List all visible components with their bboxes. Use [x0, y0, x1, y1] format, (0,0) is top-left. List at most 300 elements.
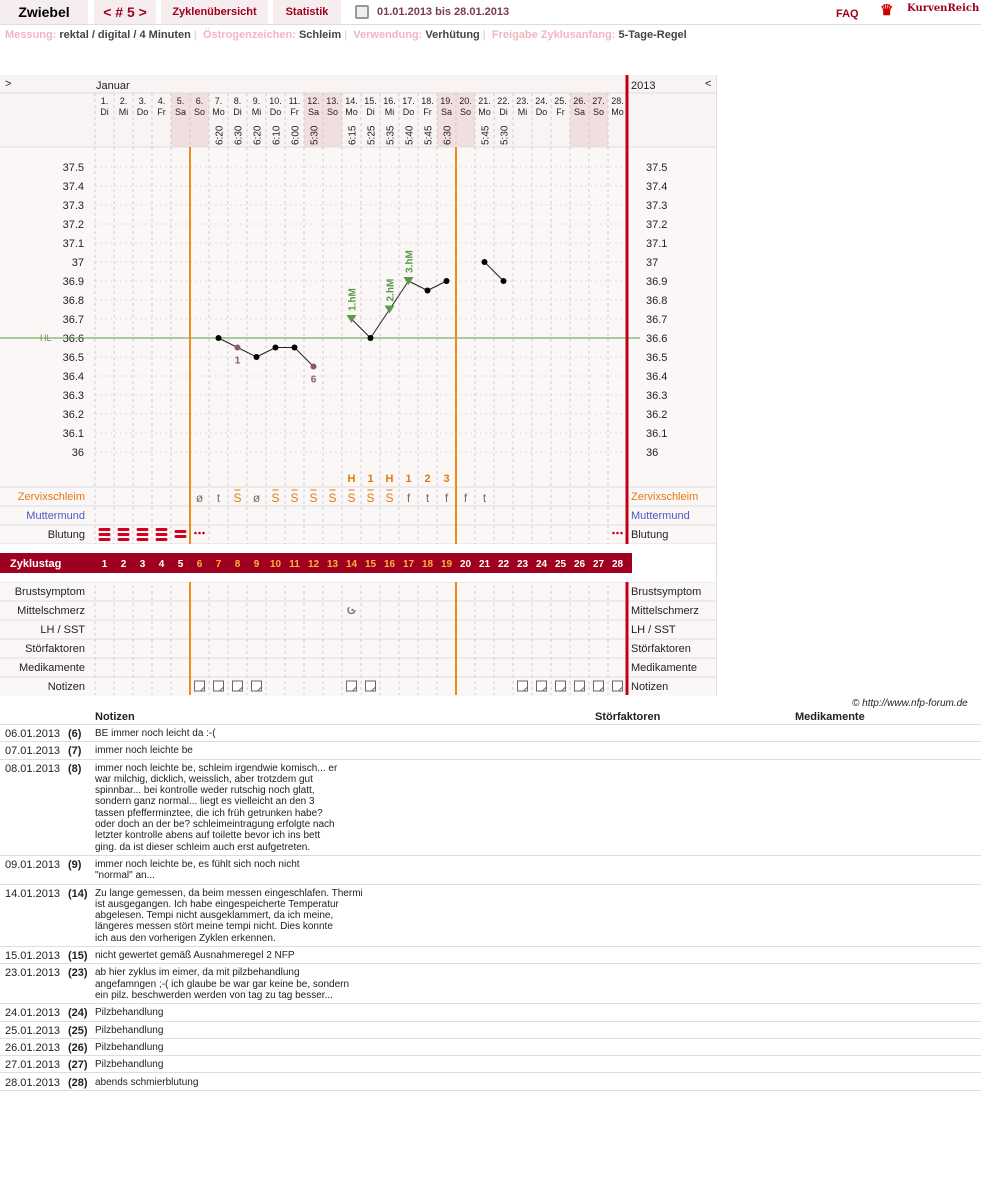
note-line: Zu lange gemessen, da beim messen eingeschlafen. Thermi — [95, 887, 363, 899]
notes-row — [0, 725, 981, 742]
mucus-symbol: f — [444, 491, 449, 505]
mucus-count: 1 — [367, 473, 374, 485]
cycle-day-number: 22 — [497, 559, 510, 570]
cycle-day-number: 15 — [364, 559, 377, 570]
notes-row — [0, 856, 981, 885]
row-label-right: Medikamente — [631, 662, 698, 674]
excluded-label: 1 — [234, 355, 241, 367]
note-cycle-day: (26) — [68, 1041, 88, 1054]
row-label: Notizen — [47, 681, 85, 693]
mucus-symbol: ø — [252, 491, 261, 505]
note-line: immer noch leichte be, es fühlt sich noch nicht — [95, 859, 300, 870]
high-mark-label: 1.hM — [347, 288, 359, 311]
row-label: Blutung — [47, 529, 85, 541]
weekday-label: So — [459, 107, 472, 117]
cycle-day-number: 17 — [402, 559, 415, 570]
note-cycle-day: (24) — [68, 1007, 88, 1020]
temp-point — [254, 354, 260, 360]
note-date: 15.01.2013 — [5, 950, 61, 963]
measure-time: 5:45 — [480, 125, 492, 145]
measure-time: 5:45 — [423, 125, 435, 145]
note-line: letzter kontrolle abens auf toilette bevor ich ins bett — [95, 830, 321, 842]
row-label-right: LH / SST — [631, 624, 676, 636]
temp-point — [216, 335, 222, 341]
note-icon[interactable] — [613, 681, 623, 691]
row-label-right: Blutung — [631, 529, 669, 541]
day-number: 27. — [592, 96, 605, 106]
crown-icon: ♛ — [880, 2, 894, 19]
measure-time: 6:30 — [233, 125, 245, 145]
copyright: © http://www.nfp-forum.de — [852, 698, 968, 709]
note-cycle-day: (14) — [68, 887, 88, 900]
temp-point — [273, 345, 279, 351]
note-icon[interactable] — [252, 681, 262, 691]
cycle-day-number: 2 — [120, 559, 127, 570]
pain-icon-dot — [351, 609, 353, 611]
row-label-right: Störfaktoren — [631, 643, 691, 655]
note-cycle-day: (25) — [68, 1024, 88, 1037]
note-date: 25.01.2013 — [5, 1024, 61, 1037]
cycle-chart — [0, 75, 720, 697]
row-label: Störfaktoren — [25, 643, 85, 655]
cycle-day-number: 21 — [478, 559, 491, 570]
measure-time: 6:00 — [290, 125, 302, 145]
measure-time: 6:20 — [214, 125, 226, 145]
note-date: 06.01.2013 — [5, 728, 61, 740]
cycle-day-number: 10 — [269, 559, 282, 570]
year-label: 2013 — [631, 80, 656, 92]
bleeding-heavy-icon — [156, 538, 168, 541]
info-value: 5-Tage-Regel — [618, 29, 687, 41]
coverline-label: HL — [40, 333, 52, 343]
note-line: BE immer noch leicht da :-( — [95, 728, 216, 739]
note-line: ein pilz. beschwerden werden von tag zu tag besser... — [95, 989, 333, 1001]
y-tick-label: 37.5 — [62, 162, 84, 174]
cycle-day-number: 19 — [440, 559, 453, 570]
y-tick-label: 37 — [71, 257, 84, 269]
note-text — [95, 1059, 387, 1070]
note-icon[interactable] — [347, 681, 357, 691]
bleeding-heavy-icon — [118, 528, 130, 531]
date-range: 01.01.2013 bis 28.01.2013 — [377, 6, 510, 18]
y-tick-label: 36.3 — [62, 390, 84, 402]
y-tick-label: 37.2 — [62, 219, 84, 231]
weekday-label: Do — [402, 107, 415, 117]
weekday-label: Mo — [478, 107, 491, 117]
temp-point — [425, 288, 431, 294]
note-line: Pilzbehandlung — [95, 1059, 164, 1071]
y-tick-label: 36 — [71, 447, 84, 459]
weekday-label: Mi — [251, 107, 262, 117]
day-number: 4. — [157, 96, 166, 106]
note-cycle-day: (27) — [68, 1059, 88, 1072]
bleeding-heavy-icon — [118, 533, 130, 536]
note-text — [95, 763, 387, 853]
note-line: tassen pfefferminztee, die ich früh getrunken habe? — [95, 807, 323, 819]
day-number: 11. — [288, 96, 301, 106]
bleeding-heavy-icon — [156, 528, 168, 531]
note-cycle-day: (28) — [68, 1076, 88, 1089]
note-line: "normal" an... — [95, 870, 155, 882]
day-number: 12. — [307, 96, 320, 106]
bleeding-heavy-icon — [156, 533, 168, 536]
bleeding-medium-icon — [175, 535, 187, 538]
info-value: Schleim — [298, 29, 342, 41]
note-line: nicht gewertet gemäß Ausnahmeregel 2 NFP — [95, 950, 295, 962]
notes-row — [0, 1074, 981, 1091]
temp-point — [444, 278, 450, 284]
info-value: rektal / digital / 4 Minuten — [59, 29, 191, 41]
temp-point — [292, 345, 298, 351]
note-icon[interactable] — [556, 681, 566, 691]
note-date: 09.01.2013 — [5, 859, 61, 871]
weekday-label: Do — [136, 107, 149, 117]
note-line: immer noch leichte be — [95, 745, 193, 757]
tab-statistics[interactable]: Statistik — [273, 0, 341, 24]
measure-time: 5:30 — [499, 125, 511, 145]
day-number: 23. — [516, 96, 529, 106]
note-line: war milchig, dicklich, weisslich, aber trotzdem gut — [95, 773, 313, 785]
notes-row — [0, 1022, 981, 1039]
bleeding-heavy-icon — [99, 538, 111, 541]
weekday-label: Mi — [517, 107, 528, 117]
spotting-icon — [620, 532, 623, 535]
weekday-label: Mi — [384, 107, 395, 117]
note-line: oder doch an der be? schleimeintragung erfolgte nach — [95, 819, 335, 831]
note-date: 14.01.2013 — [5, 887, 61, 900]
note-line: abgelesen. Tempi nicht ausgeklammert, da ich meine, — [95, 910, 334, 922]
mucus-symbol: t — [216, 491, 221, 505]
notes-header: Medikamente — [795, 711, 865, 723]
note-text — [95, 745, 387, 756]
notes-row — [0, 760, 981, 856]
weekday-label: Mo — [611, 107, 624, 117]
note-line: Pilzbehandlung — [95, 1041, 164, 1053]
weekday-label: Sa — [307, 107, 320, 117]
printer-icon[interactable] — [355, 5, 369, 19]
note-text — [95, 888, 387, 944]
spotting-icon — [202, 532, 205, 535]
nav-prev-button: > — [5, 78, 12, 90]
mucus-count: H — [385, 473, 394, 485]
note-line: ab hier zyklus im eimer, da mit pilzbehandlung — [95, 967, 300, 979]
day-number: 16. — [383, 96, 396, 106]
cycle-day-number: 24 — [535, 559, 548, 570]
row-label-right: Zervixschleim — [631, 491, 699, 503]
note-text — [95, 728, 387, 739]
note-line: abends schmierblutung — [95, 1076, 199, 1088]
measure-time: 6:10 — [271, 125, 283, 145]
note-icon[interactable] — [594, 681, 604, 691]
mucus-count: 3 — [443, 473, 450, 485]
mucus-symbol: S — [385, 491, 394, 505]
y-tick-label: 37.1 — [62, 238, 84, 250]
y-tick-label-right: 37.1 — [646, 238, 668, 250]
logo-text[interactable]: KurvenReich — [907, 3, 980, 14]
y-tick-label: 36.4 — [62, 371, 84, 383]
mucus-symbol: S — [233, 491, 242, 505]
cycle-day-number: 11 — [289, 559, 300, 570]
y-tick-label-right: 37 — [646, 257, 659, 269]
day-number: 6. — [195, 96, 204, 106]
y-tick-label-right: 36.8 — [646, 295, 668, 307]
mucus-symbol: S — [290, 491, 299, 505]
note-line: Pilzbehandlung — [95, 1007, 164, 1019]
measure-time: 6:15 — [347, 125, 359, 145]
weekday-label: Fr — [290, 107, 299, 117]
note-date: 07.01.2013 — [5, 745, 61, 758]
cycle-day-number: 28 — [611, 559, 624, 570]
row-bg — [0, 601, 716, 620]
y-tick-label-right: 37.4 — [646, 181, 668, 193]
bleeding-heavy-icon — [99, 528, 111, 531]
note-line: spinnbar... bei kontrolle weder rutschig noch glatt, — [95, 785, 315, 797]
bleeding-heavy-icon — [137, 533, 149, 536]
cycle-day-number: 8 — [234, 559, 241, 570]
mucus-count: H — [347, 473, 356, 485]
row-label: Medikamente — [18, 662, 85, 674]
note-date: 26.01.2013 — [5, 1041, 61, 1054]
row-bg — [0, 658, 716, 677]
spotting-icon — [612, 532, 615, 535]
note-line: angefamngen ;-( ich glaube be war gar keine be, sondern — [95, 978, 350, 990]
measure-time: 5:35 — [385, 125, 397, 145]
note-icon[interactable] — [195, 681, 205, 691]
day-number: 5. — [176, 96, 185, 106]
weekday-label: Fr — [556, 107, 565, 117]
weekday-label: So — [326, 107, 339, 117]
weekday-label: Di — [499, 107, 508, 117]
cycle-day-number: 18 — [421, 559, 434, 570]
note-date: 28.01.2013 — [5, 1076, 61, 1089]
y-tick-label-right: 36.1 — [646, 428, 668, 440]
y-tick-label-right: 36.6 — [646, 333, 668, 345]
notes-row — [0, 1039, 981, 1056]
row-label: Muttermund — [26, 510, 85, 522]
note-icon[interactable] — [575, 681, 585, 691]
mucus-symbol: S — [366, 491, 375, 505]
y-tick-label: 36.6 — [62, 333, 84, 345]
plot-area — [0, 147, 716, 487]
mucus-symbol: S — [328, 491, 337, 505]
measurement-info: Messung: rektal / digital / 4 Minuten | Östrogenzeichen: Schleim | Verwendung: Verhütung | Freigabe Zyklusanfang: 5-Tage-Regel — [5, 29, 687, 41]
weekday-label: So — [592, 107, 605, 117]
mucus-count: 2 — [424, 473, 431, 485]
y-tick-label-right: 36.5 — [646, 352, 668, 364]
excluded-temp-point — [235, 345, 241, 351]
day-number: 22. — [497, 96, 510, 106]
y-tick-label-right: 36.9 — [646, 276, 668, 288]
day-number: 17. — [402, 96, 415, 106]
row-bg — [0, 639, 716, 658]
note-cycle-day: (9) — [68, 859, 82, 871]
weekday-label: Sa — [440, 107, 453, 117]
weekday-label: Di — [100, 107, 109, 117]
notes-row — [0, 885, 981, 948]
note-icon[interactable] — [366, 681, 376, 691]
note-icon[interactable] — [233, 681, 243, 691]
note-cycle-day: (23) — [68, 967, 88, 980]
note-icon[interactable] — [537, 681, 547, 691]
notes-row — [0, 947, 981, 964]
note-text — [95, 1025, 387, 1036]
y-tick-label: 36.9 — [62, 276, 84, 288]
note-date: 23.01.2013 — [5, 967, 61, 980]
cycle-day-number: 4 — [158, 559, 165, 570]
temp-point — [368, 335, 374, 341]
cycle-day-number: 1 — [101, 559, 108, 570]
note-text — [95, 950, 387, 961]
info-label: Messung: — [5, 29, 57, 41]
high-mark-label: 2.hM — [385, 278, 397, 302]
y-tick-label-right: 36 — [646, 447, 659, 459]
weekday-label: Mo — [212, 107, 225, 117]
measure-time: 6:20 — [252, 125, 264, 145]
notes-header: Notizen — [95, 711, 135, 723]
note-line: ich aus den vorherigen Zyklen erkennen. — [95, 932, 276, 944]
note-line: ging. da ist dieser schleim auch erst aufgetreten. — [95, 841, 311, 853]
note-cycle-day: (8) — [68, 762, 82, 775]
day-number: 14. — [345, 96, 358, 106]
row-label: Brustsymptom — [14, 586, 85, 598]
y-tick-label: 36.1 — [62, 428, 84, 440]
day-number: 25. — [554, 96, 567, 106]
measure-time: 5:30 — [309, 125, 321, 145]
row-bg — [0, 506, 716, 525]
cycle-day-number: 25 — [554, 559, 567, 570]
bleeding-heavy-icon — [137, 538, 149, 541]
day-number: 10. — [269, 96, 282, 106]
row-label-right: Brustsymptom — [631, 586, 702, 598]
y-tick-label: 36.2 — [62, 409, 84, 421]
mucus-symbol: ø — [195, 491, 204, 505]
note-text — [95, 859, 387, 882]
excluded-temp-point — [311, 364, 317, 370]
info-label: Verwendung: — [353, 29, 423, 41]
day-number: 13. — [326, 96, 339, 106]
notes-row — [0, 1004, 981, 1021]
note-text — [95, 1077, 387, 1088]
note-line: immer noch leichte be, schleim irgendwie komisch... er — [95, 762, 338, 774]
faq-link[interactable]: FAQ — [836, 8, 859, 20]
note-text — [95, 1007, 387, 1018]
notes-header: Störfaktoren — [595, 711, 661, 723]
spotting-icon — [194, 532, 197, 535]
row-bg — [0, 620, 716, 639]
y-tick-label: 37.4 — [62, 181, 84, 193]
cycle-day-number: 14 — [345, 559, 358, 570]
row-label: Mittelschmerz — [17, 605, 85, 617]
mucus-symbol: f — [406, 491, 411, 505]
note-cycle-day: (6) — [68, 728, 82, 740]
row-label: LH / SST — [40, 624, 85, 636]
spotting-icon — [616, 532, 619, 535]
day-number: 19. — [440, 96, 453, 106]
weekday-label: So — [193, 107, 206, 117]
weekday-label: Do — [535, 107, 548, 117]
y-tick-label: 36.8 — [62, 295, 84, 307]
y-tick-label: 36.7 — [62, 314, 84, 326]
notes-row — [0, 964, 981, 1004]
bleeding-heavy-icon — [99, 533, 111, 536]
bleeding-medium-icon — [175, 530, 187, 533]
note-icon[interactable] — [214, 681, 224, 691]
bleeding-heavy-icon — [118, 538, 130, 541]
cycle-navigator[interactable]: < # 5 > — [94, 0, 156, 24]
mucus-symbol: t — [482, 491, 487, 505]
bleeding-heavy-icon — [137, 528, 149, 531]
weekday-label: Sa — [174, 107, 187, 117]
weekday-label: Mi — [118, 107, 129, 117]
cycle-day-number: 3 — [139, 559, 146, 570]
note-cycle-day: (15) — [68, 950, 88, 963]
note-cycle-day: (7) — [68, 745, 82, 758]
user-name: Zwiebel — [0, 0, 88, 24]
cycle-day-number: 12 — [307, 559, 320, 570]
weekday-label: Di — [366, 107, 375, 117]
cycle-day-number: 16 — [383, 559, 396, 570]
cycle-day-number: 9 — [253, 559, 260, 570]
measure-time: 5:25 — [366, 125, 378, 145]
info-label: Freigabe Zyklusanfang: — [491, 29, 616, 41]
row-label-right: Muttermund — [631, 510, 690, 522]
info-label: Östrogenzeichen: — [202, 29, 296, 41]
notes-row — [0, 1056, 981, 1073]
row-label-right: Notizen — [631, 681, 669, 693]
day-number: 18. — [421, 96, 434, 106]
nav-next-button: < — [705, 78, 712, 90]
info-value: Verhütung — [425, 29, 480, 41]
temp-point — [501, 278, 507, 284]
cycle-day-number: 6 — [196, 559, 203, 570]
note-line: ist ausgegangen. Ich habe eingespeicherte Temperatur — [95, 898, 339, 910]
mucus-symbol: f — [463, 491, 468, 505]
day-number: 15. — [364, 96, 377, 106]
day-number: 3. — [138, 96, 147, 106]
cycle-day-number: 7 — [215, 559, 222, 570]
note-date: 27.01.2013 — [5, 1059, 61, 1072]
day-number: 21. — [478, 96, 491, 106]
row-bg — [0, 487, 716, 506]
cycle-day-number: 20 — [459, 559, 472, 570]
day-number: 26. — [573, 96, 586, 106]
cycle-day-number: 27 — [592, 559, 605, 570]
day-number: 8. — [233, 96, 242, 106]
y-tick-label-right: 37.5 — [646, 162, 668, 174]
note-icon[interactable] — [518, 681, 528, 691]
temp-point — [482, 259, 488, 265]
note-text — [95, 1042, 387, 1053]
y-tick-label: 37.3 — [62, 200, 84, 212]
note-text — [95, 967, 387, 1001]
y-tick-label-right: 36.3 — [646, 390, 668, 402]
cycle-day-number: 13 — [326, 559, 339, 570]
excluded-label: 6 — [310, 374, 317, 386]
mucus-symbol: S — [347, 491, 356, 505]
tab-cycle-overview[interactable]: Zyklenübersicht — [161, 0, 268, 24]
weekday-label: Fr — [157, 107, 166, 117]
measure-time: 6:30 — [442, 125, 454, 145]
y-tick-label-right: 37.2 — [646, 219, 668, 231]
note-line: sondern ganz normal... liegt es vielleicht an den 3 — [95, 796, 315, 808]
high-mark-label: 3.hM — [404, 250, 416, 273]
cycle-day-label: Zyklustag — [10, 558, 62, 570]
spotting-icon — [198, 532, 201, 535]
month-label: Januar — [96, 80, 130, 92]
note-line: längeres messen stört meine tempi nicht. Dies konnte — [95, 921, 333, 933]
cycle-day-number: 5 — [177, 559, 184, 570]
day-number: 9. — [252, 96, 261, 106]
